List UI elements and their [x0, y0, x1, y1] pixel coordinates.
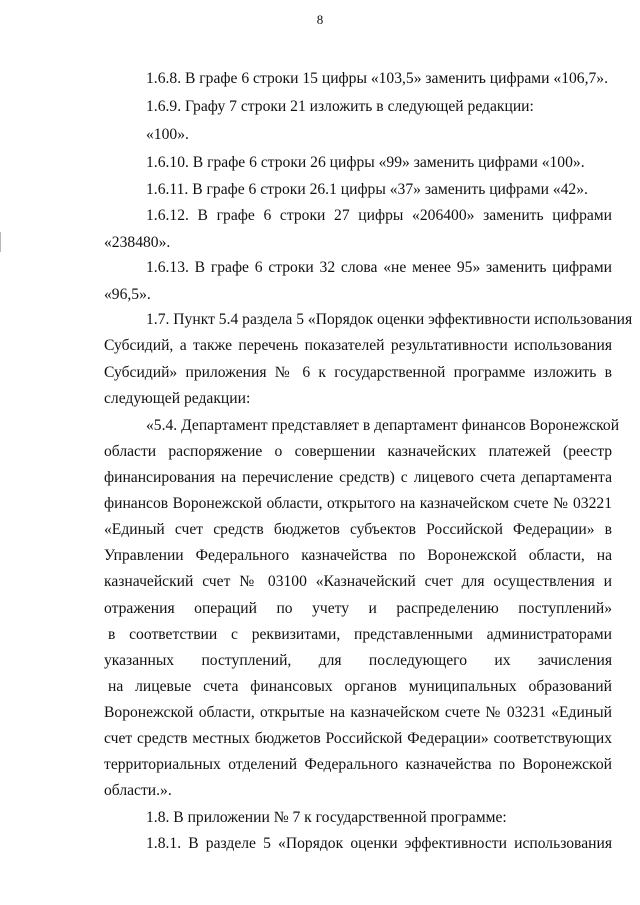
text-line: 1.8.1. В разделе 5 «Порядок оценки эффективности использования	[146, 835, 612, 852]
text-line: финансирования на перечисление средств) с лицевого счета департамента	[104, 469, 612, 486]
text-line: Субсидий» приложения № 6 к государственной программе изложить в	[104, 364, 612, 381]
text-line: 1.8. В приложении № 7 к государственной программе:	[146, 809, 507, 826]
text-line: 1.6.11. В графе 6 строки 26.1 цифры «37» заменить цифрами «42».	[146, 181, 588, 198]
text-line: в соответствии с реквизитами, представленными администраторами	[108, 626, 612, 643]
text-line: финансов Воронежской области, открытого на казначейском счете № 03221	[104, 495, 612, 512]
text-line: территориальных отделений Федерального казначейства по Воронежской	[104, 756, 612, 773]
text-line: отражения операций по учету и распределению поступлений»	[104, 600, 612, 617]
text-line: счет средств местных бюджетов Российской Федерации» соответствующих	[104, 730, 612, 747]
text-line: «5.4. Департамент представляет в департамент финансов Воронежской	[146, 417, 620, 434]
text-line: «Единый счет средств бюджетов субъектов Российской Федерации» в	[104, 521, 612, 538]
text-line: следующей редакции:	[104, 390, 251, 407]
text-line: области.».	[104, 782, 172, 799]
scan-edge-mark	[0, 232, 4, 252]
page-number: 8	[316, 12, 324, 27]
text-line: 1.6.12. В графе 6 строки 27 цифры «206400» заменить цифрами	[146, 207, 612, 224]
text-line: 1.6.13. В графе 6 строки 32 слова «не менее 95» заменить цифрами	[146, 259, 612, 276]
text-line: 1.7. Пункт 5.4 раздела 5 «Порядок оценки эффективности использования	[146, 311, 633, 328]
text-line: Воронежской области, открытые на казначейском счете № 03231 «Единый	[104, 704, 612, 721]
text-line: казначейский счет № 03100 «Казначейский счет для осуществления и	[104, 573, 612, 590]
text-line: Управлении Федерального казначейства по Воронежской области, на	[104, 547, 612, 564]
text-line: 1.6.9. Графу 7 строки 21 изложить в следующей редакции:	[146, 98, 534, 115]
text-line: 1.6.8. В графе 6 строки 15 цифры «103,5» заменить цифрами «106,7».	[146, 70, 608, 87]
text-line: указанных поступлений, для последующего их зачисления	[104, 652, 612, 669]
text-line: «96,5».	[104, 286, 151, 303]
text-line: Субсидий, а также перечень показателей результативности использования	[104, 337, 612, 354]
text-line: «238480».	[104, 234, 171, 251]
text-line: области распоряжение о совершении казначейских платежей (реестр	[104, 443, 612, 460]
text-line: 1.6.10. В графе 6 строки 26 цифры «99» заменить цифрами «100».	[146, 154, 585, 171]
text-line: на лицевые счета финансовых органов муниципальных образований	[108, 678, 612, 695]
text-line: «100».	[146, 126, 189, 143]
